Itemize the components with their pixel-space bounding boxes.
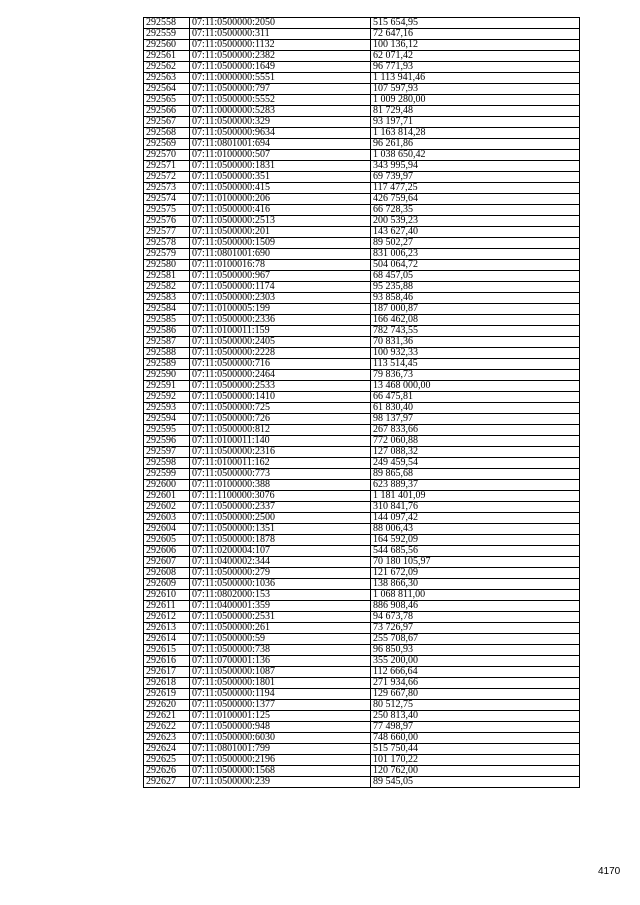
- cadastral-number-cell: 07:11:0100001:125: [190, 711, 371, 722]
- row-number-cell: 292558: [144, 18, 190, 29]
- table-row: [144, 623, 580, 634]
- table-row: [144, 557, 580, 568]
- cadastral-value-cell: 96 261,86: [371, 139, 580, 150]
- table-row: [144, 293, 580, 304]
- table-row: [144, 436, 580, 447]
- cadastral-number-cell: 07:11:0000000:5551: [190, 73, 371, 84]
- cadastral-value-cell: 1 038 650,42: [371, 150, 580, 161]
- cadastral-number-cell: 07:11:0500000:1509: [190, 238, 371, 249]
- cadastral-number-cell: 07:11:0500000:2337: [190, 502, 371, 513]
- cadastral-number-cell: 07:11:0500000:2500: [190, 513, 371, 524]
- cadastral-number-cell: 07:11:0500000:2316: [190, 447, 371, 458]
- row-number-cell: 292623: [144, 733, 190, 744]
- table-row: [144, 95, 580, 106]
- table-row: [144, 447, 580, 458]
- table-row: [144, 139, 580, 150]
- table-row: [144, 755, 580, 766]
- table-row: [144, 414, 580, 425]
- cadastral-number-cell: 07:11:0500000:1831: [190, 161, 371, 172]
- cadastral-number-cell: 07:11:0802000:153: [190, 590, 371, 601]
- cadastral-value-cell: 95 235,88: [371, 282, 580, 293]
- table-row: [144, 458, 580, 469]
- table-row: [144, 194, 580, 205]
- cadastral-number-cell: 07:11:0500000:2513: [190, 216, 371, 227]
- row-number-cell: 292609: [144, 579, 190, 590]
- cadastral-number-cell: 07:11:0500000:1036: [190, 579, 371, 590]
- table-row: [144, 370, 580, 381]
- row-number-cell: 292579: [144, 249, 190, 260]
- cadastral-number-cell: 07:11:0500000:797: [190, 84, 371, 95]
- cadastral-number-cell: 07:11:0100000:206: [190, 194, 371, 205]
- cadastral-number-cell: 07:11:0100011:159: [190, 326, 371, 337]
- table-row: [144, 491, 580, 502]
- row-number-cell: 292575: [144, 205, 190, 216]
- cadastral-value-cell: 79 836,73: [371, 370, 580, 381]
- cadastral-value-cell: 886 908,46: [371, 601, 580, 612]
- row-number-cell: 292577: [144, 227, 190, 238]
- row-number-cell: 292614: [144, 634, 190, 645]
- cadastral-value-cell: 100 932,33: [371, 348, 580, 359]
- cadastral-value-cell: 249 459,54: [371, 458, 580, 469]
- row-number-cell: 292597: [144, 447, 190, 458]
- table-row: [144, 392, 580, 403]
- row-number-cell: 292600: [144, 480, 190, 491]
- table-row: [144, 117, 580, 128]
- cadastral-number-cell: 07:11:0500000:2382: [190, 51, 371, 62]
- cadastral-number-cell: 07:11:0500000:2531: [190, 612, 371, 623]
- row-number-cell: 292564: [144, 84, 190, 95]
- cadastral-number-cell: 07:11:0500000:239: [190, 777, 371, 788]
- table-row: [144, 645, 580, 656]
- cadastral-value-cell: 89 545,05: [371, 777, 580, 788]
- row-number-cell: 292596: [144, 436, 190, 447]
- row-number-cell: 292566: [144, 106, 190, 117]
- cadastral-value-cell: 100 136,12: [371, 40, 580, 51]
- cadastral-number-cell: 07:11:0500000:261: [190, 623, 371, 634]
- row-number-cell: 292572: [144, 172, 190, 183]
- cadastral-number-cell: 07:11:0500000:1649: [190, 62, 371, 73]
- cadastral-value-cell: 544 685,56: [371, 546, 580, 557]
- row-number-cell: 292586: [144, 326, 190, 337]
- cadastral-number-cell: 07:11:0500000:2405: [190, 337, 371, 348]
- cadastral-value-cell: 255 708,67: [371, 634, 580, 645]
- cadastral-value-cell: 1 181 401,09: [371, 491, 580, 502]
- row-number-cell: 292618: [144, 678, 190, 689]
- row-number-cell: 292559: [144, 29, 190, 40]
- cadastral-value-cell: 81 729,48: [371, 106, 580, 117]
- row-number-cell: 292604: [144, 524, 190, 535]
- row-number-cell: 292581: [144, 271, 190, 282]
- table-row: [144, 73, 580, 84]
- cadastral-number-cell: 07:11:0500000:2533: [190, 381, 371, 392]
- row-number-cell: 292612: [144, 612, 190, 623]
- cadastral-number-cell: 07:11:0100011:140: [190, 436, 371, 447]
- cadastral-number-cell: 07:11:0500000:9634: [190, 128, 371, 139]
- cadastral-number-cell: 07:11:0500000:1194: [190, 689, 371, 700]
- cadastral-value-cell: 68 457,05: [371, 271, 580, 282]
- table-row: [144, 183, 580, 194]
- row-number-cell: 292591: [144, 381, 190, 392]
- table-row: [144, 172, 580, 183]
- row-number-cell: 292567: [144, 117, 190, 128]
- cadastral-value-cell: 1 009 280,00: [371, 95, 580, 106]
- row-number-cell: 292613: [144, 623, 190, 634]
- cadastral-number-cell: 07:11:0400002:344: [190, 557, 371, 568]
- cadastral-value-cell: 129 667,80: [371, 689, 580, 700]
- cadastral-number-cell: 07:11:0500000:1132: [190, 40, 371, 51]
- table-row: [144, 106, 580, 117]
- table-row: [144, 546, 580, 557]
- row-number-cell: 292590: [144, 370, 190, 381]
- cadastral-number-cell: 07:11:0500000:1568: [190, 766, 371, 777]
- row-number-cell: 292608: [144, 568, 190, 579]
- row-number-cell: 292593: [144, 403, 190, 414]
- table-row: [144, 326, 580, 337]
- row-number-cell: 292563: [144, 73, 190, 84]
- table-row: [144, 689, 580, 700]
- cadastral-value-cell: 96 771,93: [371, 62, 580, 73]
- cadastral-value-cell: 166 462,08: [371, 315, 580, 326]
- cadastral-number-cell: 07:11:0500000:311: [190, 29, 371, 40]
- cadastral-value-cell: 73 726,97: [371, 623, 580, 634]
- cadastral-number-cell: 07:11:0700001:136: [190, 656, 371, 667]
- cadastral-number-cell: 07:11:0500000:201: [190, 227, 371, 238]
- table-row: [144, 381, 580, 392]
- cadastral-number-cell: 07:11:0500000:2464: [190, 370, 371, 381]
- table-body: [144, 18, 580, 788]
- cadastral-number-cell: 07:11:0500000:1878: [190, 535, 371, 546]
- cadastral-value-cell: 343 995,94: [371, 161, 580, 172]
- row-number-cell: 292616: [144, 656, 190, 667]
- table-row: [144, 502, 580, 513]
- row-number-cell: 292592: [144, 392, 190, 403]
- table-row: [144, 227, 580, 238]
- cadastral-value-cell: 1 163 814,28: [371, 128, 580, 139]
- table-row: [144, 84, 580, 95]
- row-number-cell: 292603: [144, 513, 190, 524]
- table-row: [144, 777, 580, 788]
- cadastral-value-cell: 101 170,22: [371, 755, 580, 766]
- cadastral-value-cell: 271 934,66: [371, 678, 580, 689]
- table-row: [144, 238, 580, 249]
- row-number-cell: 292584: [144, 304, 190, 315]
- row-number-cell: 292595: [144, 425, 190, 436]
- cadastral-value-cell: 98 137,97: [371, 414, 580, 425]
- row-number-cell: 292562: [144, 62, 190, 73]
- cadastral-number-cell: 07:11:0000000:5283: [190, 106, 371, 117]
- cadastral-number-cell: 07:11:0500000:1377: [190, 700, 371, 711]
- cadastral-number-cell: 07:11:0500000:1801: [190, 678, 371, 689]
- row-number-cell: 292569: [144, 139, 190, 150]
- table-row: [144, 40, 580, 51]
- row-number-cell: 292560: [144, 40, 190, 51]
- cadastral-value-cell: 515 750,44: [371, 744, 580, 755]
- cadastral-value-cell: 515 654,95: [371, 18, 580, 29]
- table-row: [144, 601, 580, 612]
- table-row: [144, 18, 580, 29]
- table-row: [144, 271, 580, 282]
- row-number-cell: 292611: [144, 601, 190, 612]
- cadastral-number-cell: 07:11:0500000:725: [190, 403, 371, 414]
- cadastral-value-cell: 62 071,42: [371, 51, 580, 62]
- cadastral-value-cell: 70 180 105,97: [371, 557, 580, 568]
- table-row: [144, 205, 580, 216]
- cadastral-value-cell: 93 197,71: [371, 117, 580, 128]
- row-number-cell: 292587: [144, 337, 190, 348]
- cadastral-number-cell: 07:11:0500000:1351: [190, 524, 371, 535]
- row-number-cell: 292626: [144, 766, 190, 777]
- cadastral-number-cell: 07:11:0100000:388: [190, 480, 371, 491]
- cadastral-value-cell: 1 113 941,46: [371, 73, 580, 84]
- row-number-cell: 292585: [144, 315, 190, 326]
- cadastral-value-cell: 310 841,76: [371, 502, 580, 513]
- cadastral-number-cell: 07:11:0801001:694: [190, 139, 371, 150]
- table-row: [144, 524, 580, 535]
- cadastral-number-cell: 07:11:0500000:5552: [190, 95, 371, 106]
- table-row: [144, 469, 580, 480]
- table-row: [144, 612, 580, 623]
- table-row: [144, 480, 580, 491]
- row-number-cell: 292607: [144, 557, 190, 568]
- cadastral-value-cell: 93 858,46: [371, 293, 580, 304]
- cadastral-number-cell: 07:11:0500000:279: [190, 568, 371, 579]
- cadastral-value-table: [143, 17, 580, 788]
- cadastral-value-cell: 61 830,40: [371, 403, 580, 414]
- table-row: [144, 62, 580, 73]
- table-row: [144, 579, 580, 590]
- cadastral-value-cell: 831 006,23: [371, 249, 580, 260]
- cadastral-number-cell: 07:11:0500000:415: [190, 183, 371, 194]
- table-row: [144, 766, 580, 777]
- cadastral-number-cell: 07:11:0500000:726: [190, 414, 371, 425]
- row-number-cell: 292622: [144, 722, 190, 733]
- cadastral-number-cell: 07:11:0100005:199: [190, 304, 371, 315]
- row-number-cell: 292598: [144, 458, 190, 469]
- row-number-cell: 292621: [144, 711, 190, 722]
- cadastral-value-cell: 250 813,40: [371, 711, 580, 722]
- row-number-cell: 292576: [144, 216, 190, 227]
- table-row: [144, 425, 580, 436]
- cadastral-value-cell: 94 673,78: [371, 612, 580, 623]
- cadastral-value-cell: 113 514,45: [371, 359, 580, 370]
- cadastral-value-cell: 13 468 000,00: [371, 381, 580, 392]
- cadastral-value-cell: 96 850,93: [371, 645, 580, 656]
- row-number-cell: 292627: [144, 777, 190, 788]
- cadastral-value-cell: 69 739,97: [371, 172, 580, 183]
- table-row: [144, 513, 580, 524]
- row-number-cell: 292594: [144, 414, 190, 425]
- row-number-cell: 292571: [144, 161, 190, 172]
- cadastral-number-cell: 07:11:0500000:6030: [190, 733, 371, 744]
- cadastral-number-cell: 07:11:0801001:799: [190, 744, 371, 755]
- row-number-cell: 292574: [144, 194, 190, 205]
- cadastral-value-cell: 107 597,93: [371, 84, 580, 95]
- cadastral-number-cell: 07:11:0500000:773: [190, 469, 371, 480]
- cadastral-number-cell: 07:11:0100011:162: [190, 458, 371, 469]
- cadastral-number-cell: 07:11:0500000:2196: [190, 755, 371, 766]
- cadastral-value-cell: 77 498,97: [371, 722, 580, 733]
- cadastral-number-cell: 07:11:0500000:1410: [190, 392, 371, 403]
- cadastral-number-cell: 07:11:0500000:59: [190, 634, 371, 645]
- table-row: [144, 722, 580, 733]
- cadastral-number-cell: 07:11:1100000:3076: [190, 491, 371, 502]
- cadastral-value-cell: 355 200,00: [371, 656, 580, 667]
- cadastral-number-cell: 07:11:0500000:2303: [190, 293, 371, 304]
- cadastral-number-cell: 07:11:0500000:948: [190, 722, 371, 733]
- row-number-cell: 292624: [144, 744, 190, 755]
- table-row: [144, 667, 580, 678]
- table-row: [144, 590, 580, 601]
- cadastral-number-cell: 07:11:0200004:107: [190, 546, 371, 557]
- cadastral-number-cell: 07:11:0500000:738: [190, 645, 371, 656]
- cadastral-value-cell: 200 539,23: [371, 216, 580, 227]
- cadastral-value-cell: 772 060,88: [371, 436, 580, 447]
- cadastral-number-cell: 07:11:0500000:2336: [190, 315, 371, 326]
- table-row: [144, 128, 580, 139]
- cadastral-number-cell: 07:11:0801001:690: [190, 249, 371, 260]
- cadastral-value-cell: 80 512,75: [371, 700, 580, 711]
- cadastral-number-cell: 07:11:0500000:967: [190, 271, 371, 282]
- row-number-cell: 292588: [144, 348, 190, 359]
- table-row: [144, 249, 580, 260]
- cadastral-number-cell: 07:11:0100016:78: [190, 260, 371, 271]
- row-number-cell: 292580: [144, 260, 190, 271]
- cadastral-value-cell: 143 627,40: [371, 227, 580, 238]
- cadastral-value-cell: 1 068 811,00: [371, 590, 580, 601]
- table-row: [144, 403, 580, 414]
- row-number-cell: 292568: [144, 128, 190, 139]
- cadastral-value-cell: 144 097,42: [371, 513, 580, 524]
- row-number-cell: 292573: [144, 183, 190, 194]
- row-number-cell: 292617: [144, 667, 190, 678]
- cadastral-number-cell: 07:11:0500000:2050: [190, 18, 371, 29]
- cadastral-value-cell: 89 502,27: [371, 238, 580, 249]
- cadastral-value-cell: 748 660,00: [371, 733, 580, 744]
- cadastral-number-cell: 07:11:0100000:507: [190, 150, 371, 161]
- cadastral-number-cell: 07:11:0500000:716: [190, 359, 371, 370]
- table-row: [144, 634, 580, 645]
- table-row: [144, 568, 580, 579]
- cadastral-value-cell: 164 592,09: [371, 535, 580, 546]
- cadastral-value-cell: 72 647,16: [371, 29, 580, 40]
- table-row: [144, 260, 580, 271]
- cadastral-value-cell: 782 743,55: [371, 326, 580, 337]
- table-row: [144, 678, 580, 689]
- cadastral-value-cell: 120 762,00: [371, 766, 580, 777]
- table-row: [144, 337, 580, 348]
- cadastral-value-cell: 138 866,30: [371, 579, 580, 590]
- cadastral-number-cell: 07:11:0500000:329: [190, 117, 371, 128]
- row-number-cell: 292610: [144, 590, 190, 601]
- cadastral-number-cell: 07:11:0500000:1087: [190, 667, 371, 678]
- row-number-cell: 292561: [144, 51, 190, 62]
- row-number-cell: 292619: [144, 689, 190, 700]
- row-number-cell: 292625: [144, 755, 190, 766]
- row-number-cell: 292583: [144, 293, 190, 304]
- cadastral-number-cell: 07:11:0500000:812: [190, 425, 371, 436]
- cadastral-value-cell: 88 006,43: [371, 524, 580, 535]
- row-number-cell: 292578: [144, 238, 190, 249]
- row-number-cell: 292570: [144, 150, 190, 161]
- cadastral-value-cell: 89 865,68: [371, 469, 580, 480]
- row-number-cell: 292602: [144, 502, 190, 513]
- table-row: [144, 216, 580, 227]
- cadastral-value-cell: 623 889,37: [371, 480, 580, 491]
- cadastral-number-cell: 07:11:0500000:1174: [190, 282, 371, 293]
- cadastral-value-cell: 504 064,72: [371, 260, 580, 271]
- row-number-cell: 292565: [144, 95, 190, 106]
- table-row: [144, 535, 580, 546]
- table-row: [144, 150, 580, 161]
- table-row: [144, 51, 580, 62]
- cadastral-value-cell: 66 728,35: [371, 205, 580, 216]
- row-number-cell: 292582: [144, 282, 190, 293]
- cadastral-value-cell: 426 759,64: [371, 194, 580, 205]
- row-number-cell: 292606: [144, 546, 190, 557]
- row-number-cell: 292620: [144, 700, 190, 711]
- cadastral-value-cell: 121 672,09: [371, 568, 580, 579]
- row-number-cell: 292601: [144, 491, 190, 502]
- table-row: [144, 656, 580, 667]
- row-number-cell: 292589: [144, 359, 190, 370]
- table-row: [144, 348, 580, 359]
- table-row: [144, 359, 580, 370]
- cadastral-value-cell: 112 666,64: [371, 667, 580, 678]
- cadastral-value-cell: 267 833,66: [371, 425, 580, 436]
- table-row: [144, 304, 580, 315]
- table-row: [144, 161, 580, 172]
- table-row: [144, 733, 580, 744]
- cadastral-value-cell: 187 000,87: [371, 304, 580, 315]
- row-number-cell: 292599: [144, 469, 190, 480]
- row-number-cell: 292615: [144, 645, 190, 656]
- page-number: 4170: [598, 866, 621, 877]
- cadastral-number-cell: 07:11:0500000:351: [190, 172, 371, 183]
- cadastral-number-cell: 07:11:0500000:2228: [190, 348, 371, 359]
- cadastral-value-cell: 66 475,81: [371, 392, 580, 403]
- cadastral-number-cell: 07:11:0400001:359: [190, 601, 371, 612]
- cadastral-value-cell: 127 088,32: [371, 447, 580, 458]
- row-number-cell: 292605: [144, 535, 190, 546]
- cadastral-value-cell: 117 477,25: [371, 183, 580, 194]
- table-row: [144, 700, 580, 711]
- table-row: [144, 282, 580, 293]
- table-row: [144, 711, 580, 722]
- table-row: [144, 315, 580, 326]
- cadastral-number-cell: 07:11:0500000:416: [190, 205, 371, 216]
- cadastral-value-cell: 70 831,36: [371, 337, 580, 348]
- table-row: [144, 29, 580, 40]
- table-row: [144, 744, 580, 755]
